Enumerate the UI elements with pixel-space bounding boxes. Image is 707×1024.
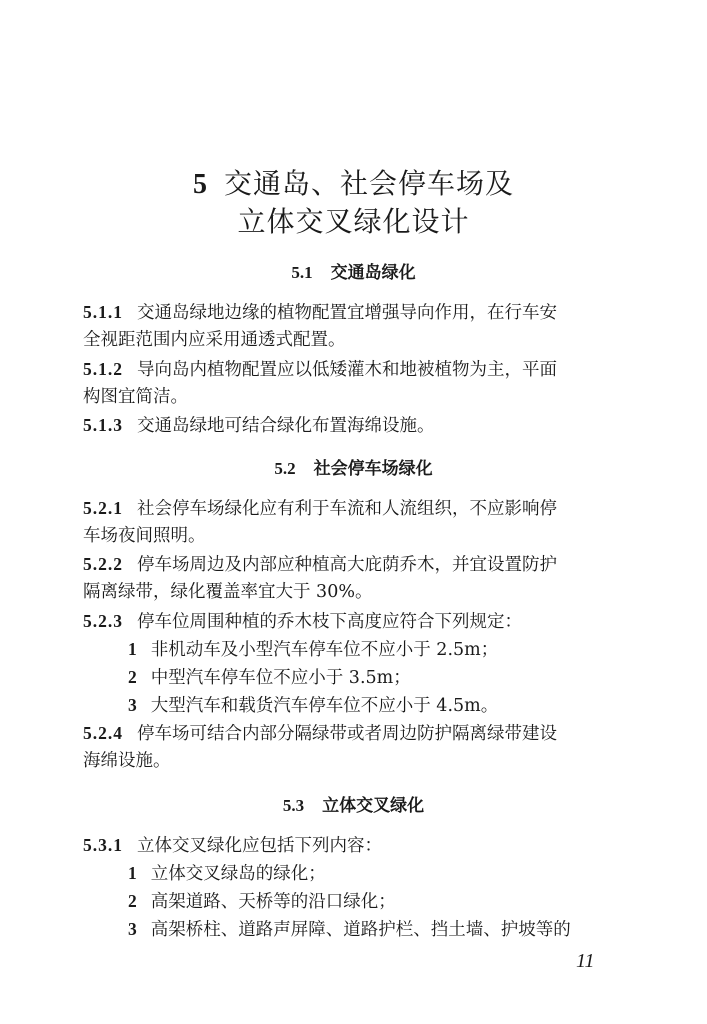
clause-text: 停车位周围种植的乔木枝下高度应符合下列规定： xyxy=(137,612,522,632)
section-number: 5.1 xyxy=(291,263,313,282)
section-heading-5-2 xyxy=(0,454,707,479)
section-title: 立体交叉绿化 xyxy=(322,796,425,816)
clause-line xyxy=(83,300,557,325)
clause-line xyxy=(83,552,557,577)
clause-number: 5.1.1 xyxy=(83,302,123,322)
clause-line xyxy=(83,357,557,382)
list-item xyxy=(128,665,411,690)
clause-number: 5.2.3 xyxy=(83,611,123,631)
list-item-number: 1 xyxy=(128,863,137,883)
clause-number: 5.3.1 xyxy=(83,835,123,855)
list-item xyxy=(128,637,498,662)
chapter-title-text-1: 交通岛、社会停车场及 xyxy=(223,167,514,200)
clause-text: 隔离绿带，绿化覆盖率宜大于 30%。 xyxy=(83,582,373,602)
chapter-title-text-2: 立体交叉绿化设计 xyxy=(237,205,470,238)
clause-continuation-line xyxy=(83,524,206,548)
clause-text: 海绵设施。 xyxy=(83,751,171,771)
clause-continuation-line xyxy=(83,580,372,604)
chapter-number: 5 xyxy=(192,169,208,200)
list-item-number: 2 xyxy=(128,667,137,687)
clause-continuation-line xyxy=(83,749,171,773)
clause-text: 立体交叉绿化应包括下列内容： xyxy=(137,836,382,856)
list-item xyxy=(128,861,326,886)
clause-text: 车场夜间照明。 xyxy=(83,526,206,546)
clause-line xyxy=(83,496,557,521)
clause-continuation-line xyxy=(83,385,188,409)
section-title: 社会停车场绿化 xyxy=(313,459,433,479)
clause-line xyxy=(83,721,557,746)
clause-text: 构图宜简洁。 xyxy=(83,387,188,407)
list-item-text: 大型汽车和载货汽车停车位不应小于 4.5m。 xyxy=(150,696,499,716)
clause-line xyxy=(83,413,435,438)
clause-text: 交通岛绿地可结合绿化布置海绵设施。 xyxy=(137,416,435,436)
list-item xyxy=(128,917,571,942)
page-number: 11 xyxy=(576,950,595,972)
list-item-text: 高架道路、天桥等的沿口绿化； xyxy=(150,892,396,912)
list-item xyxy=(128,889,396,914)
clause-line xyxy=(83,833,382,858)
section-heading-5-1 xyxy=(0,258,707,283)
clause-text: 交通岛绿地边缘的植物配置宜增强导向作用，在行车安 xyxy=(137,303,557,323)
clause-text: 全视距范围内应采用通透式配置。 xyxy=(83,330,346,350)
clause-line xyxy=(83,609,522,634)
list-item-text: 高架桥柱、道路声屏障、道路护栏、挡土墙、护坡等的 xyxy=(150,920,571,940)
list-item xyxy=(128,693,498,718)
list-item-text: 非机动车及小型汽车停车位不应小于 2.5m； xyxy=(150,640,499,660)
list-item-text: 中型汽车停车位不应小于 3.5m； xyxy=(150,668,411,688)
clause-number: 5.2.4 xyxy=(83,723,123,743)
list-item-number: 2 xyxy=(128,891,137,911)
section-heading-5-3 xyxy=(0,791,707,816)
clause-number: 5.2.1 xyxy=(83,498,123,518)
clause-text: 停车场周边及内部应种植高大庇荫乔木，并宜设置防护 xyxy=(137,555,557,575)
chapter-title-line1 xyxy=(0,164,707,205)
list-item-number: 3 xyxy=(128,695,137,715)
clause-number: 5.2.2 xyxy=(83,554,123,574)
clause-text: 导向岛内植物配置应以低矮灌木和地被植物为主，平面 xyxy=(137,360,557,380)
chapter-title-line2 xyxy=(0,202,707,242)
list-item-number: 3 xyxy=(128,919,137,939)
clause-continuation-line xyxy=(83,328,346,352)
list-item-number: 1 xyxy=(128,639,137,659)
list-item-text: 立体交叉绿岛的绿化； xyxy=(150,864,326,884)
section-number: 5.3 xyxy=(282,796,305,815)
section-title: 交通岛绿化 xyxy=(330,263,416,283)
clause-number: 5.1.3 xyxy=(83,415,123,435)
section-number: 5.2 xyxy=(274,459,296,478)
clause-number: 5.1.2 xyxy=(83,359,123,379)
clause-text: 停车场可结合内部分隔绿带或者周边防护隔离绿带建设 xyxy=(137,724,557,744)
clause-text: 社会停车场绿化应有利于车流和人流组织，不应影响停 xyxy=(137,499,557,519)
